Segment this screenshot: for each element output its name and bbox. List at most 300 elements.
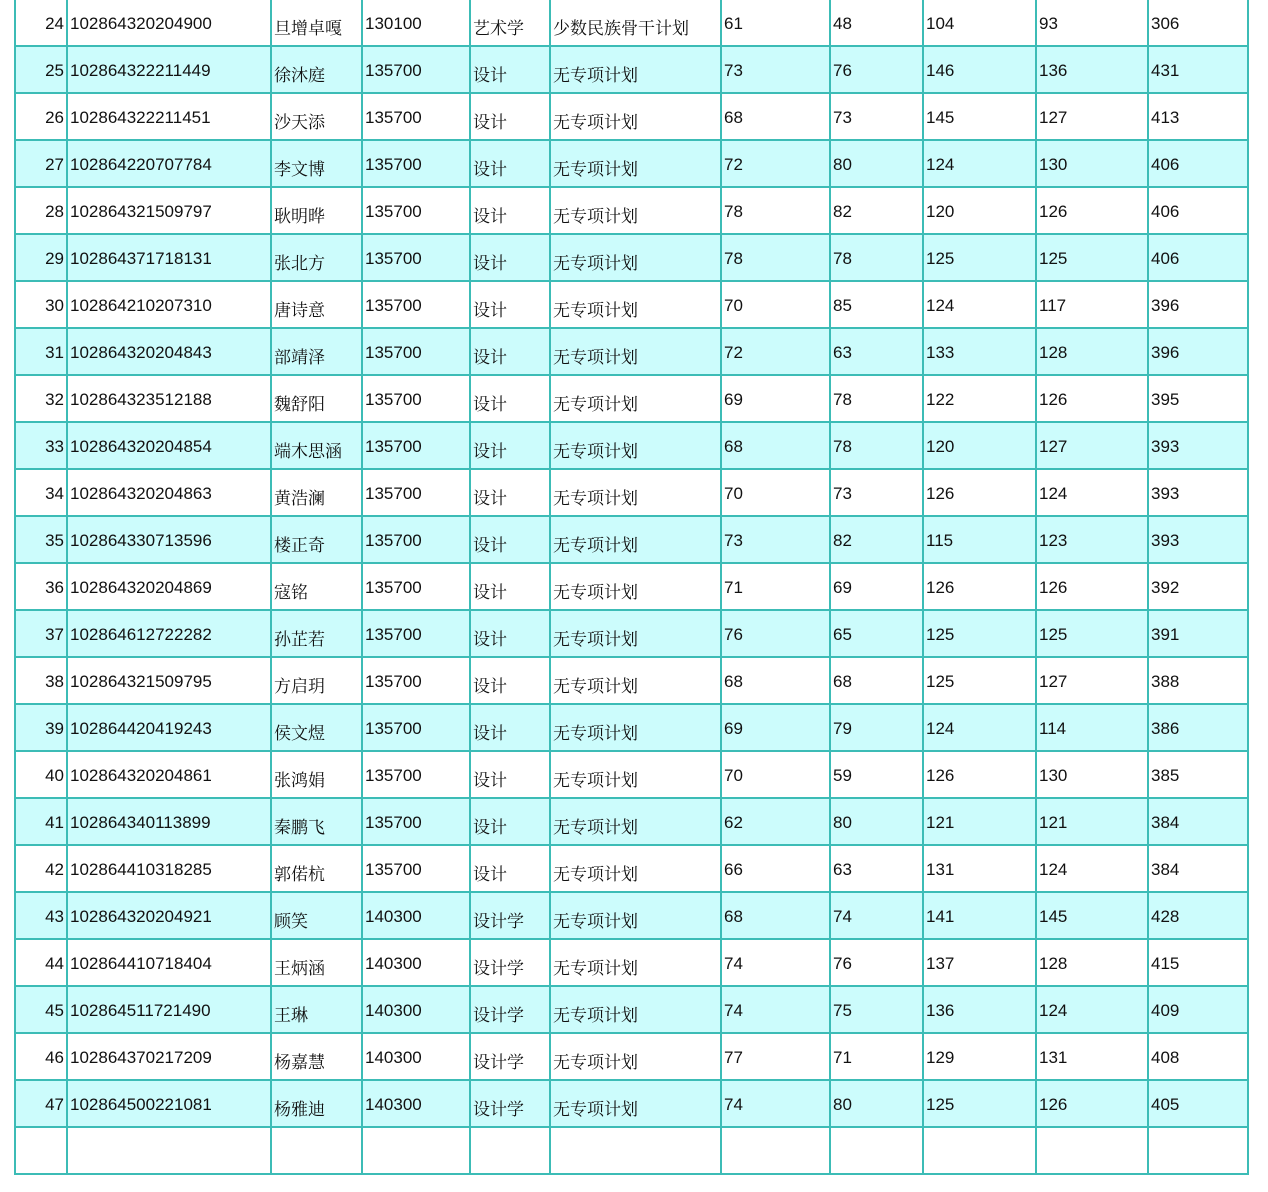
subject1-score-cell: 129 [923,1033,1036,1080]
politics-score-cell: 68 [721,422,830,469]
subject2-score-cell: 93 [1036,0,1148,46]
politics-score-cell: 68 [721,657,830,704]
major-name-cell: 设计 [470,751,550,798]
candidate-id-cell: 102864371718131 [67,234,271,281]
subject2-score-cell: 126 [1036,1080,1148,1127]
candidate-id-cell: 102864323512188 [67,375,271,422]
plan-cell: 无专项计划 [550,1033,721,1080]
seq-cell: 36 [15,563,67,610]
major-name-cell: 设计 [470,281,550,328]
seq-cell: 24 [15,0,67,46]
total-score-cell: 415 [1148,939,1248,986]
plan-cell: 无专项计划 [550,751,721,798]
table-row [15,281,1248,328]
foreign-language-score-cell [830,1127,923,1174]
major-name-cell: 设计 [470,422,550,469]
major-code-cell: 135700 [362,422,470,469]
subject2-score-cell: 114 [1036,704,1148,751]
politics-score-cell: 74 [721,986,830,1033]
seq-cell: 41 [15,798,67,845]
subject2-score-cell: 130 [1036,751,1148,798]
seq-cell: 40 [15,751,67,798]
name-cell: 孙芷若 [271,610,362,657]
seq-cell: 37 [15,610,67,657]
major-code-cell: 135700 [362,234,470,281]
candidate-id-cell: 102864321509795 [67,657,271,704]
major-name-cell: 设计学 [470,1033,550,1080]
total-score-cell: 391 [1148,610,1248,657]
politics-score-cell: 78 [721,234,830,281]
foreign-language-score-cell: 76 [830,46,923,93]
foreign-language-score-cell: 48 [830,0,923,46]
candidate-id-cell: 102864340113899 [67,798,271,845]
foreign-language-score-cell: 80 [830,140,923,187]
foreign-language-score-cell: 79 [830,704,923,751]
subject1-score-cell: 145 [923,93,1036,140]
major-name-cell: 设计 [470,845,550,892]
foreign-language-score-cell: 63 [830,328,923,375]
table-body [15,0,1248,1174]
foreign-language-score-cell: 68 [830,657,923,704]
major-code-cell: 135700 [362,469,470,516]
total-score-cell: 406 [1148,187,1248,234]
subject2-score-cell [1036,1127,1148,1174]
table-row [15,516,1248,563]
subject1-score-cell: 146 [923,46,1036,93]
subject2-score-cell: 125 [1036,610,1148,657]
foreign-language-score-cell: 63 [830,845,923,892]
seq-cell: 32 [15,375,67,422]
table-row [15,46,1248,93]
subject1-score-cell: 122 [923,375,1036,422]
major-name-cell: 设计 [470,93,550,140]
name-cell: 杨雅迪 [271,1080,362,1127]
subject2-score-cell: 128 [1036,328,1148,375]
politics-score-cell: 78 [721,187,830,234]
plan-cell: 无专项计划 [550,140,721,187]
politics-score-cell: 70 [721,281,830,328]
major-code-cell [362,1127,470,1174]
table-row [15,704,1248,751]
seq-cell: 47 [15,1080,67,1127]
subject1-score-cell: 125 [923,1080,1036,1127]
subject1-score-cell: 104 [923,0,1036,46]
major-code-cell: 140300 [362,1080,470,1127]
subject2-score-cell: 131 [1036,1033,1148,1080]
name-cell: 魏舒阳 [271,375,362,422]
subject2-score-cell: 127 [1036,422,1148,469]
plan-cell: 无专项计划 [550,939,721,986]
subject2-score-cell: 121 [1036,798,1148,845]
total-score-cell: 393 [1148,469,1248,516]
subject2-score-cell: 127 [1036,657,1148,704]
candidate-id-cell: 102864330713596 [67,516,271,563]
plan-cell: 无专项计划 [550,328,721,375]
major-name-cell: 设计学 [470,892,550,939]
seq-cell: 29 [15,234,67,281]
total-score-cell: 393 [1148,422,1248,469]
foreign-language-score-cell: 71 [830,1033,923,1080]
plan-cell [550,1127,721,1174]
foreign-language-score-cell: 59 [830,751,923,798]
major-name-cell: 艺术学 [470,0,550,46]
name-cell: 张鸿娟 [271,751,362,798]
total-score-cell: 408 [1148,1033,1248,1080]
table-row [15,939,1248,986]
candidate-id-cell: 102864320204900 [67,0,271,46]
plan-cell: 无专项计划 [550,234,721,281]
subject1-score-cell: 141 [923,892,1036,939]
subject1-score-cell: 120 [923,187,1036,234]
subject1-score-cell: 124 [923,281,1036,328]
major-name-cell: 设计 [470,46,550,93]
name-cell: 徐沐庭 [271,46,362,93]
total-score-cell: 396 [1148,281,1248,328]
seq-cell: 45 [15,986,67,1033]
total-score-cell: 306 [1148,0,1248,46]
major-code-cell: 135700 [362,704,470,751]
subject1-score-cell: 120 [923,422,1036,469]
total-score-cell: 406 [1148,140,1248,187]
plan-cell: 无专项计划 [550,563,721,610]
plan-cell: 无专项计划 [550,1080,721,1127]
subject2-score-cell: 126 [1036,187,1148,234]
major-code-cell: 135700 [362,46,470,93]
foreign-language-score-cell: 78 [830,375,923,422]
major-name-cell: 设计学 [470,939,550,986]
table-row [15,93,1248,140]
subject2-score-cell: 123 [1036,516,1148,563]
major-code-cell: 135700 [362,751,470,798]
total-score-cell: 405 [1148,1080,1248,1127]
major-name-cell: 设计 [470,234,550,281]
major-name-cell: 设计 [470,187,550,234]
plan-cell: 无专项计划 [550,610,721,657]
table-row [15,1127,1248,1174]
table-row [15,422,1248,469]
plan-cell: 少数民族骨干计划 [550,0,721,46]
candidate-id-cell: 102864320204869 [67,563,271,610]
foreign-language-score-cell: 80 [830,1080,923,1127]
seq-cell: 28 [15,187,67,234]
subject2-score-cell: 127 [1036,93,1148,140]
total-score-cell: 385 [1148,751,1248,798]
seq-cell: 42 [15,845,67,892]
total-score-cell: 431 [1148,46,1248,93]
seq-cell: 33 [15,422,67,469]
candidate-id-cell: 102864322211449 [67,46,271,93]
major-code-cell: 135700 [362,281,470,328]
plan-cell: 无专项计划 [550,892,721,939]
politics-score-cell: 61 [721,0,830,46]
major-code-cell: 140300 [362,939,470,986]
major-code-cell: 135700 [362,187,470,234]
foreign-language-score-cell: 73 [830,469,923,516]
subject1-score-cell: 121 [923,798,1036,845]
plan-cell: 无专项计划 [550,704,721,751]
major-name-cell: 设计 [470,328,550,375]
name-cell: 部靖泽 [271,328,362,375]
major-code-cell: 135700 [362,93,470,140]
subject2-score-cell: 136 [1036,46,1148,93]
seq-cell [15,1127,67,1174]
major-name-cell: 设计 [470,704,550,751]
subject1-score-cell [923,1127,1036,1174]
major-name-cell: 设计学 [470,1080,550,1127]
candidate-id-cell: 102864410718404 [67,939,271,986]
candidate-id-cell: 102864370217209 [67,1033,271,1080]
foreign-language-score-cell: 78 [830,234,923,281]
major-code-cell: 135700 [362,328,470,375]
name-cell: 唐诗意 [271,281,362,328]
table-row [15,751,1248,798]
major-name-cell: 设计 [470,140,550,187]
total-score-cell: 396 [1148,328,1248,375]
major-code-cell: 140300 [362,1033,470,1080]
subject1-score-cell: 125 [923,657,1036,704]
major-code-cell: 135700 [362,610,470,657]
total-score-cell: 392 [1148,563,1248,610]
plan-cell: 无专项计划 [550,657,721,704]
total-score-cell: 406 [1148,234,1248,281]
table-row [15,1080,1248,1127]
seq-cell: 30 [15,281,67,328]
name-cell: 方启玥 [271,657,362,704]
major-code-cell: 135700 [362,563,470,610]
subject2-score-cell: 124 [1036,469,1148,516]
candidate-id-cell: 102864612722282 [67,610,271,657]
plan-cell: 无专项计划 [550,375,721,422]
total-score-cell: 384 [1148,798,1248,845]
plan-cell: 无专项计划 [550,93,721,140]
candidate-id-cell: 102864320204854 [67,422,271,469]
politics-score-cell: 62 [721,798,830,845]
subject2-score-cell: 128 [1036,939,1148,986]
subject1-score-cell: 131 [923,845,1036,892]
total-score-cell: 386 [1148,704,1248,751]
total-score-cell: 393 [1148,516,1248,563]
subject2-score-cell: 130 [1036,140,1148,187]
candidate-id-cell: 102864220707784 [67,140,271,187]
foreign-language-score-cell: 82 [830,187,923,234]
subject1-score-cell: 133 [923,328,1036,375]
major-name-cell: 设计学 [470,986,550,1033]
major-code-cell: 140300 [362,892,470,939]
major-name-cell [470,1127,550,1174]
name-cell [271,1127,362,1174]
table-row [15,234,1248,281]
foreign-language-score-cell: 65 [830,610,923,657]
seq-cell: 44 [15,939,67,986]
politics-score-cell: 68 [721,892,830,939]
total-score-cell: 384 [1148,845,1248,892]
foreign-language-score-cell: 85 [830,281,923,328]
plan-cell: 无专项计划 [550,469,721,516]
subject1-score-cell: 115 [923,516,1036,563]
table-row [15,845,1248,892]
seq-cell: 35 [15,516,67,563]
name-cell: 秦鹏飞 [271,798,362,845]
candidate-id-cell: 102864320204861 [67,751,271,798]
major-code-cell: 135700 [362,140,470,187]
total-score-cell [1148,1127,1248,1174]
major-code-cell: 135700 [362,657,470,704]
subject2-score-cell: 124 [1036,845,1148,892]
subject1-score-cell: 136 [923,986,1036,1033]
name-cell: 旦增卓嘎 [271,0,362,46]
major-name-cell: 设计 [470,516,550,563]
politics-score-cell: 68 [721,93,830,140]
subject1-score-cell: 124 [923,140,1036,187]
foreign-language-score-cell: 74 [830,892,923,939]
politics-score-cell: 70 [721,751,830,798]
candidate-id-cell: 102864420419243 [67,704,271,751]
seq-cell: 27 [15,140,67,187]
plan-cell: 无专项计划 [550,845,721,892]
total-score-cell: 409 [1148,986,1248,1033]
subject1-score-cell: 126 [923,563,1036,610]
politics-score-cell: 72 [721,328,830,375]
candidate-id-cell [67,1127,271,1174]
total-score-cell: 428 [1148,892,1248,939]
foreign-language-score-cell: 75 [830,986,923,1033]
seq-cell: 38 [15,657,67,704]
major-code-cell: 135700 [362,375,470,422]
subject1-score-cell: 137 [923,939,1036,986]
politics-score-cell: 70 [721,469,830,516]
major-name-cell: 设计 [470,798,550,845]
subject2-score-cell: 126 [1036,375,1148,422]
foreign-language-score-cell: 76 [830,939,923,986]
seq-cell: 43 [15,892,67,939]
foreign-language-score-cell: 69 [830,563,923,610]
name-cell: 楼正奇 [271,516,362,563]
table-row [15,798,1248,845]
politics-score-cell: 76 [721,610,830,657]
total-score-cell: 395 [1148,375,1248,422]
total-score-cell: 388 [1148,657,1248,704]
candidate-id-cell: 102864500221081 [67,1080,271,1127]
admission-results-table [14,0,1249,1175]
subject1-score-cell: 126 [923,469,1036,516]
politics-score-cell: 77 [721,1033,830,1080]
seq-cell: 31 [15,328,67,375]
major-code-cell: 135700 [362,798,470,845]
subject2-score-cell: 124 [1036,986,1148,1033]
table-row [15,986,1248,1033]
subject1-score-cell: 124 [923,704,1036,751]
major-code-cell: 140300 [362,986,470,1033]
candidate-id-cell: 102864320204843 [67,328,271,375]
foreign-language-score-cell: 80 [830,798,923,845]
seq-cell: 25 [15,46,67,93]
subject2-score-cell: 125 [1036,234,1148,281]
plan-cell: 无专项计划 [550,986,721,1033]
subject1-score-cell: 125 [923,610,1036,657]
table-row [15,469,1248,516]
table-row [15,657,1248,704]
table-row [15,1033,1248,1080]
name-cell: 端木思涵 [271,422,362,469]
table-row [15,328,1248,375]
major-code-cell: 135700 [362,845,470,892]
major-name-cell: 设计 [470,375,550,422]
foreign-language-score-cell: 82 [830,516,923,563]
major-name-cell: 设计 [470,469,550,516]
plan-cell: 无专项计划 [550,422,721,469]
name-cell: 耿明晔 [271,187,362,234]
seq-cell: 39 [15,704,67,751]
politics-score-cell: 73 [721,46,830,93]
name-cell: 王炳涵 [271,939,362,986]
politics-score-cell: 73 [721,516,830,563]
plan-cell: 无专项计划 [550,516,721,563]
name-cell: 李文博 [271,140,362,187]
major-name-cell: 设计 [470,563,550,610]
candidate-id-cell: 102864410318285 [67,845,271,892]
table-row [15,0,1248,46]
major-code-cell: 130100 [362,0,470,46]
politics-score-cell: 72 [721,140,830,187]
table-row [15,563,1248,610]
name-cell: 侯文煜 [271,704,362,751]
name-cell: 郭偌杭 [271,845,362,892]
major-name-cell: 设计 [470,610,550,657]
major-name-cell: 设计 [470,657,550,704]
plan-cell: 无专项计划 [550,46,721,93]
seq-cell: 46 [15,1033,67,1080]
foreign-language-score-cell: 78 [830,422,923,469]
politics-score-cell: 74 [721,939,830,986]
subject1-score-cell: 125 [923,234,1036,281]
plan-cell: 无专项计划 [550,281,721,328]
name-cell: 沙天添 [271,93,362,140]
name-cell: 王琳 [271,986,362,1033]
table-row [15,610,1248,657]
candidate-id-cell: 102864320204863 [67,469,271,516]
politics-score-cell [721,1127,830,1174]
subject2-score-cell: 126 [1036,563,1148,610]
subject1-score-cell: 126 [923,751,1036,798]
name-cell: 张北方 [271,234,362,281]
subject2-score-cell: 145 [1036,892,1148,939]
seq-cell: 26 [15,93,67,140]
name-cell: 寇铭 [271,563,362,610]
candidate-id-cell: 102864511721490 [67,986,271,1033]
candidate-id-cell: 102864320204921 [67,892,271,939]
candidate-id-cell: 102864321509797 [67,187,271,234]
politics-score-cell: 69 [721,704,830,751]
table-row [15,140,1248,187]
plan-cell: 无专项计划 [550,187,721,234]
table-row [15,892,1248,939]
name-cell: 顾笑 [271,892,362,939]
candidate-id-cell: 102864210207310 [67,281,271,328]
name-cell: 杨嘉慧 [271,1033,362,1080]
politics-score-cell: 69 [721,375,830,422]
table-row [15,187,1248,234]
table-row [15,375,1248,422]
plan-cell: 无专项计划 [550,798,721,845]
politics-score-cell: 74 [721,1080,830,1127]
subject2-score-cell: 117 [1036,281,1148,328]
major-code-cell: 135700 [362,516,470,563]
seq-cell: 34 [15,469,67,516]
candidate-id-cell: 102864322211451 [67,93,271,140]
politics-score-cell: 71 [721,563,830,610]
total-score-cell: 413 [1148,93,1248,140]
politics-score-cell: 66 [721,845,830,892]
